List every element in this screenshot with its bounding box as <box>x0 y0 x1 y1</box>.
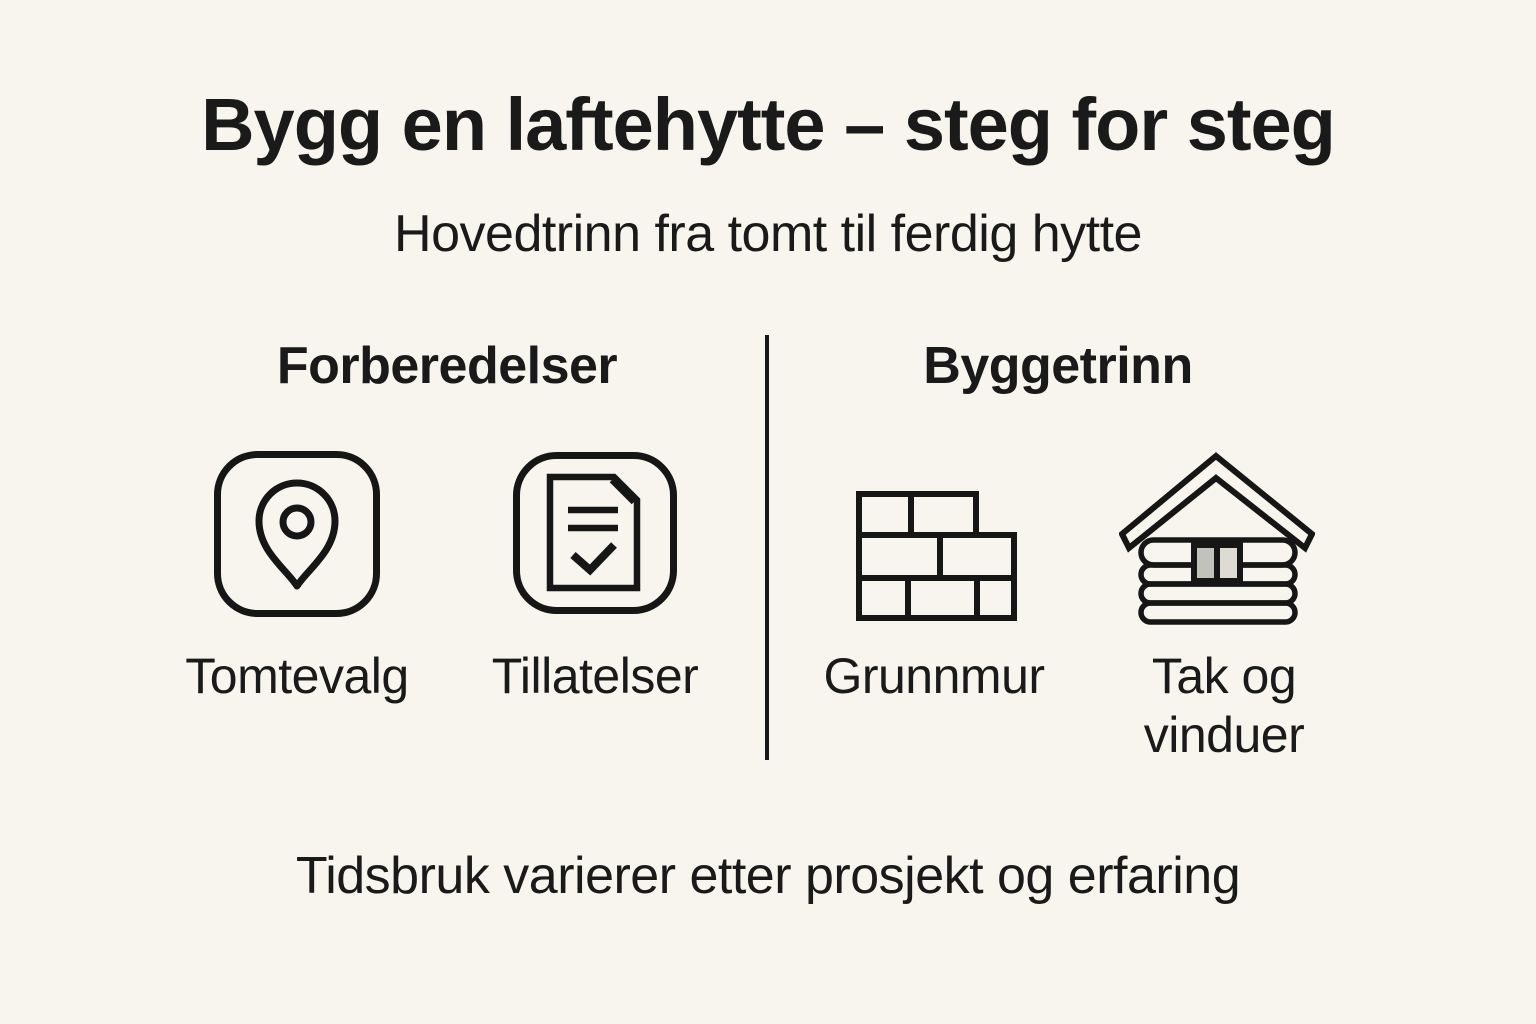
cabin-window <box>1191 542 1243 584</box>
item-label-tillatelser: Tillatelser <box>491 648 699 704</box>
item-label-tak-og-vinduer: Tak og vinduer <box>1143 648 1305 763</box>
item-label-grunnmur: Grunnmur <box>823 648 1045 704</box>
map-pin-icon <box>213 450 381 618</box>
brick-wall-icon <box>855 490 1018 622</box>
column-header-forberedelser: Forberedelser <box>276 337 618 395</box>
document-check-icon <box>512 451 678 615</box>
page-subtitle: Hovedtrinn fra tomt til ferdig hytte <box>394 205 1142 263</box>
footer-note: Tidsbruk varierer etter prosjekt og erfaring <box>295 847 1241 905</box>
page-title: Bygg en laftehytte – steg for steg <box>201 83 1335 166</box>
log-cabin-icon <box>1119 450 1315 626</box>
column-divider-line <box>765 335 769 760</box>
column-header-byggetrinn: Byggetrinn <box>923 337 1193 395</box>
item-label-tomtevalg: Tomtevalg <box>185 648 409 704</box>
